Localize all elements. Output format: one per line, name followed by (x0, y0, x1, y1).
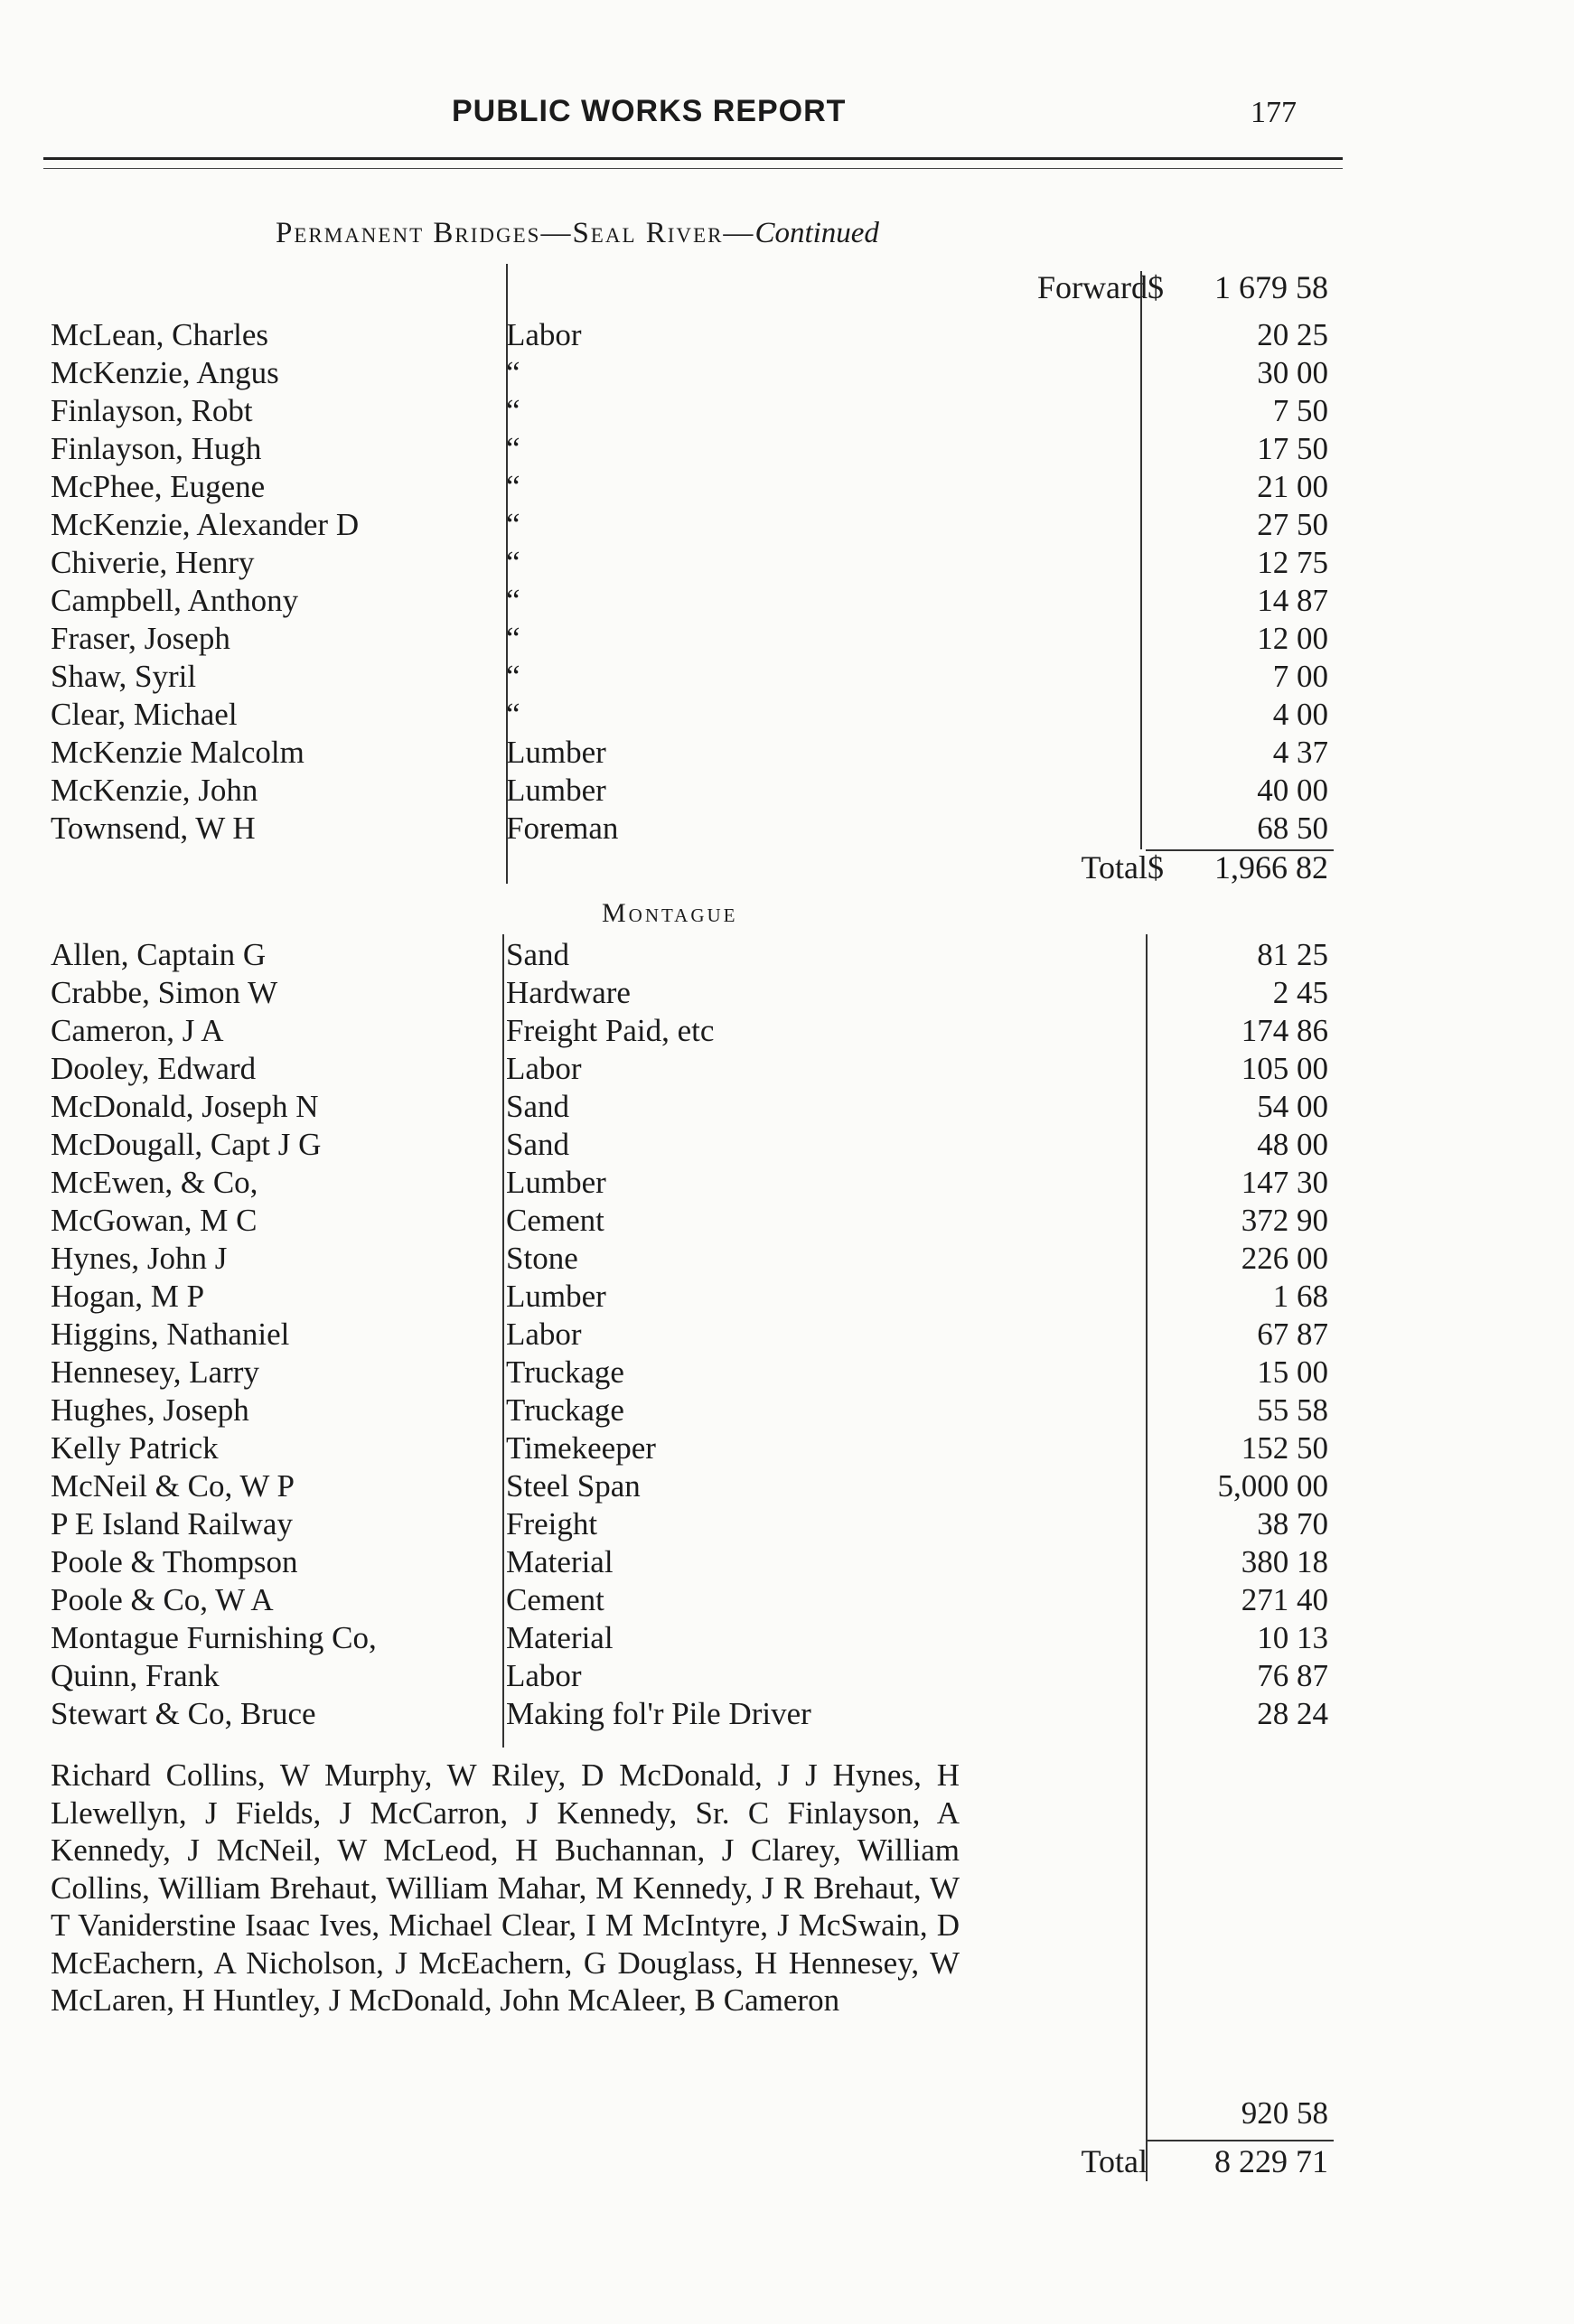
payment-amount: 7 50 (1272, 393, 1328, 428)
payment-amount: 27 50 (1257, 507, 1328, 542)
total-amount: 1,966 82 (1214, 849, 1328, 886)
payment-amount: 372 90 (1241, 1203, 1328, 1238)
payee-name: Poole & Thompson (51, 1544, 298, 1579)
payment-amount: 40 00 (1257, 773, 1328, 808)
payment-item: Material (506, 1544, 614, 1579)
payment-item: “ (506, 469, 520, 504)
report-title: PUBLIC WORKS REPORT (452, 94, 847, 128)
page-number: 177 (1251, 96, 1297, 129)
payee-name: McKenzie Malcolm (51, 735, 304, 770)
payee-name: Higgins, Nathaniel (51, 1317, 290, 1352)
payee-name: McKenzie, Alexander D (51, 507, 360, 542)
payment-amount: 14 87 (1257, 583, 1328, 618)
list-item (0, 1164, 1574, 1202)
payee-name: Campbell, Anthony (51, 583, 299, 618)
forward-currency: $ (1148, 269, 1164, 305)
payment-amount: 105 00 (1241, 1051, 1328, 1086)
list-item (0, 1581, 1574, 1619)
payment-item: Truckage (506, 1354, 624, 1390)
list-item (0, 734, 1574, 772)
payment-amount: 226 00 (1241, 1241, 1328, 1276)
payee-name: Hennesey, Larry (51, 1354, 259, 1390)
forward-label: Forward (1037, 269, 1148, 305)
list-item (0, 1657, 1574, 1695)
list-item (0, 1088, 1574, 1126)
item-column-rule (502, 934, 504, 1748)
list-item (0, 1429, 1574, 1467)
payment-item: “ (506, 583, 520, 618)
payee-name: Townsend, W H (51, 811, 256, 846)
payment-item: Freight Paid, etc (506, 1013, 715, 1048)
grand-total-amount: 8 229 71 (1214, 2143, 1328, 2179)
list-item (0, 658, 1574, 696)
list-item (0, 1278, 1574, 1316)
payment-item: Sand (506, 1127, 569, 1162)
forward-line (0, 267, 1574, 307)
payment-amount: 4 00 (1272, 697, 1328, 732)
payment-item: “ (506, 431, 520, 466)
payment-item: “ (506, 659, 520, 694)
payment-item: “ (506, 697, 520, 732)
payment-item: Cement (506, 1582, 604, 1617)
payment-item: Freight (506, 1506, 598, 1542)
payee-name: Fraser, Joseph (51, 621, 230, 656)
payment-item: “ (506, 621, 520, 656)
payment-item: “ (506, 545, 520, 580)
payment-amount: 54 00 (1257, 1089, 1328, 1124)
payee-name: Dooley, Edward (51, 1051, 257, 1086)
payee-name: Montague Furnishing Co, (51, 1620, 377, 1655)
list-item (0, 1619, 1574, 1657)
payment-amount: 7 00 (1272, 659, 1328, 694)
section-continued: Continued (754, 217, 879, 249)
payment-item: Sand (506, 1089, 569, 1124)
list-item (0, 810, 1574, 848)
list-item (0, 392, 1574, 430)
section-title (276, 217, 879, 250)
montague-total (0, 2141, 1574, 2181)
payee-name: McNeil & Co, W P (51, 1468, 295, 1504)
payee-name: Finlayson, Robt (51, 393, 253, 428)
payee-name: Shaw, Syril (51, 659, 197, 694)
payment-amount: 152 50 (1241, 1430, 1328, 1466)
payee-name: P E Island Railway (51, 1506, 293, 1542)
list-item (0, 1543, 1574, 1581)
list-item (0, 1392, 1574, 1429)
payee-name: Hughes, Joseph (51, 1392, 249, 1428)
payment-item: Labor (506, 1051, 582, 1086)
payment-amount: 147 30 (1241, 1165, 1328, 1200)
payee-name: McKenzie, John (51, 773, 258, 808)
payment-amount: 12 00 (1257, 621, 1328, 656)
payment-amount: 67 87 (1257, 1317, 1328, 1352)
payment-item: “ (506, 355, 520, 390)
payee-name: McGowan, M C (51, 1203, 258, 1238)
payment-amount: 4 37 (1272, 735, 1328, 770)
list-item (0, 354, 1574, 392)
payee-name: McLean, Charles (51, 317, 269, 352)
payment-item: Stone (506, 1241, 578, 1276)
list-item (0, 506, 1574, 544)
payment-amount: 380 18 (1241, 1544, 1328, 1579)
payment-amount: 81 25 (1257, 937, 1328, 972)
list-item (0, 468, 1574, 506)
payment-amount: 55 58 (1257, 1392, 1328, 1428)
payee-name: Allen, Captain G (51, 937, 267, 972)
payment-item: Labor (506, 1317, 582, 1352)
seal-river-total (0, 848, 1574, 887)
payment-item: Lumber (506, 735, 606, 770)
payment-item: Lumber (506, 773, 606, 808)
list-item (0, 1505, 1574, 1543)
payment-amount: 76 87 (1257, 1658, 1328, 1693)
payment-item: Cement (506, 1203, 604, 1238)
payment-amount: 10 13 (1257, 1620, 1328, 1655)
payee-name: McKenzie, Angus (51, 355, 279, 390)
payment-item: Sand (506, 937, 569, 972)
list-item (0, 316, 1574, 354)
payee-name: Finlayson, Hugh (51, 431, 262, 466)
list-item (0, 1012, 1574, 1050)
payment-amount: 12 75 (1257, 545, 1328, 580)
payee-name: Kelly Patrick (51, 1430, 219, 1466)
payee-name: McPhee, Eugene (51, 469, 266, 504)
payment-item: Steel Span (506, 1468, 641, 1504)
list-item (0, 1202, 1574, 1240)
payment-amount: 68 50 (1257, 811, 1328, 846)
payment-item: “ (506, 507, 520, 542)
list-item (0, 1354, 1574, 1392)
payment-amount: 38 70 (1257, 1506, 1328, 1542)
list-item (0, 544, 1574, 582)
payment-item: Making fol'r Pile Driver (506, 1696, 811, 1731)
payment-item: “ (506, 393, 520, 428)
list-item (0, 582, 1574, 620)
list-item (0, 696, 1574, 734)
list-item (0, 772, 1574, 810)
payment-item: Lumber (506, 1165, 606, 1200)
payee-name: Chiverie, Henry (51, 545, 255, 580)
list-item (0, 1126, 1574, 1164)
list-item (0, 620, 1574, 658)
payment-amount: 271 40 (1241, 1582, 1328, 1617)
payment-amount: 30 00 (1257, 355, 1328, 390)
payment-amount: 28 24 (1257, 1696, 1328, 1731)
grand-total-label: Total (1081, 2143, 1148, 2179)
payment-item: Foreman (506, 811, 619, 846)
amount-column-rule (1140, 271, 1142, 849)
list-item (0, 1695, 1574, 1733)
list-item (0, 430, 1574, 468)
header-rule-thick (43, 157, 1343, 160)
payee-name: Poole & Co, W A (51, 1582, 274, 1617)
list-item (0, 1240, 1574, 1278)
amount-column-rule (1146, 934, 1148, 2181)
section-title-text: Permanent Bridges—Seal River— (276, 217, 755, 249)
payment-amount: 20 25 (1257, 317, 1328, 352)
payee-name: Hogan, M P (51, 1279, 205, 1314)
list-item (0, 1050, 1574, 1088)
forward-amount: 1 679 58 (1214, 269, 1328, 305)
payee-name: Cameron, J A (51, 1013, 224, 1048)
list-item (0, 936, 1574, 974)
payment-amount: 174 86 (1241, 1013, 1328, 1048)
laborers-paragraph: Richard Collins, W Murphy, W Riley, D McDonald, J J Hynes, H Llewellyn, J Fields, J McCarron, J Kennedy, Sr. C Finlayson, A Kennedy, J McNeil, W McLeod, H Buchannan, J Clarey, William Collins, William Brehaut, William Mahar, M Kennedy, J R Brehaut, W T Vaniderstine Isaac Ives, Michael Clear, I M McIntyre, J McSwain, D McEachern, A Nicholson, J McEachern, G Douglass, H Hennesey, W McLaren, H Huntley, J McDonald, John McAleer, B Cameron (51, 1757, 960, 2018)
payment-amount: 48 00 (1257, 1127, 1328, 1162)
payee-name: McEwen, & Co, (51, 1165, 258, 1200)
total-label: Total (1081, 849, 1148, 886)
payment-amount: 2 45 (1272, 975, 1328, 1010)
payment-amount: 15 00 (1257, 1354, 1328, 1390)
running-header (0, 94, 1574, 139)
payment-item: Truckage (506, 1392, 624, 1428)
payment-item: Timekeeper (506, 1430, 656, 1466)
payee-name: Quinn, Frank (51, 1658, 220, 1693)
list-item (0, 1316, 1574, 1354)
payment-amount: 5,000 00 (1217, 1468, 1328, 1504)
total-currency: $ (1148, 849, 1164, 886)
payment-amount: 17 50 (1257, 431, 1328, 466)
header-rule-thin (43, 168, 1343, 169)
payment-amount: 1 68 (1272, 1279, 1328, 1314)
payment-item: Material (506, 1620, 614, 1655)
item-column-rule (506, 264, 508, 884)
payee-name: Clear, Michael (51, 697, 238, 732)
payment-item: Hardware (506, 975, 631, 1010)
payee-name: McDougall, Capt J G (51, 1127, 322, 1162)
payment-item: Lumber (506, 1279, 606, 1314)
list-item (0, 1467, 1574, 1505)
payment-amount: 21 00 (1257, 469, 1328, 504)
subsection-title: Montague (602, 898, 738, 928)
payee-name: Stewart & Co, Bruce (51, 1696, 316, 1731)
payee-name: McDonald, Joseph N (51, 1089, 319, 1124)
payee-name: Crabbe, Simon W (51, 975, 278, 1010)
laborers-amount: 920 58 (1241, 2095, 1328, 2131)
list-item (0, 974, 1574, 1012)
payment-item: Labor (506, 317, 582, 352)
payee-name: Hynes, John J (51, 1241, 228, 1276)
payment-item: Labor (506, 1658, 582, 1693)
